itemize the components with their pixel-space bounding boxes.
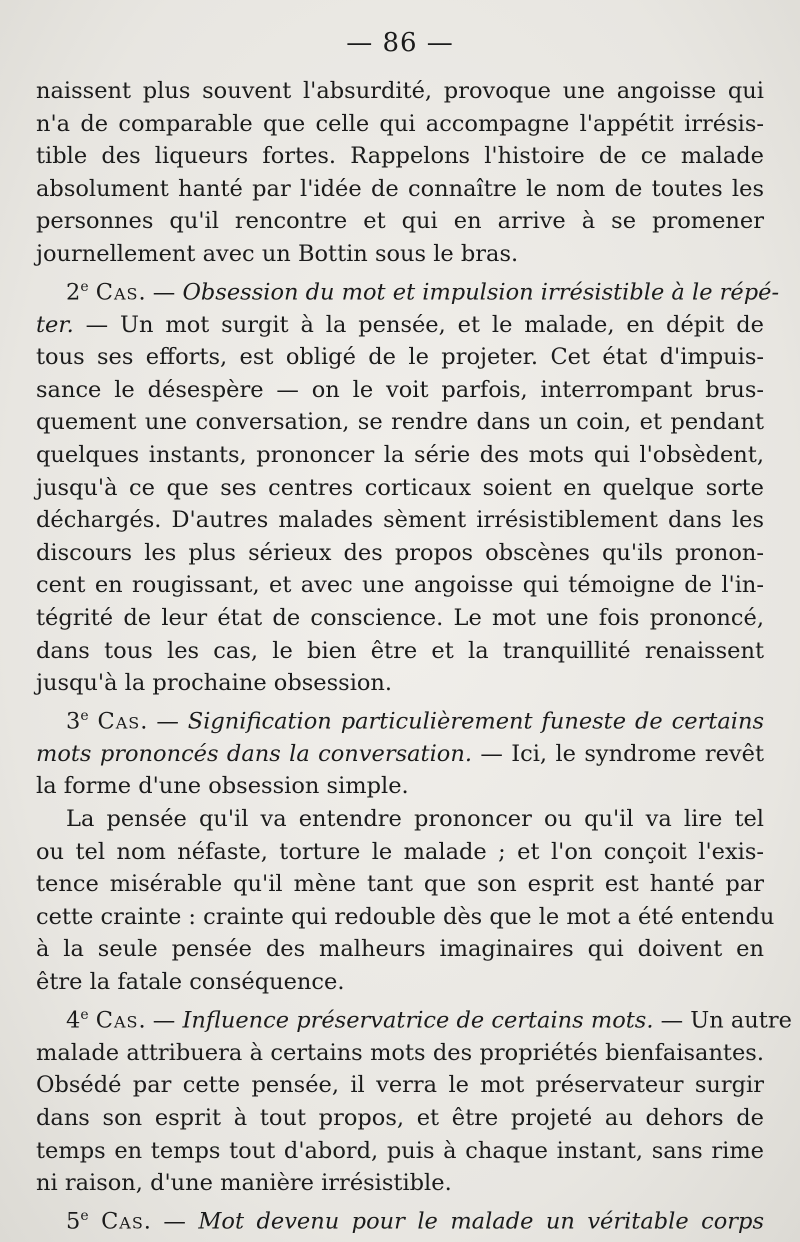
text-run: La pensée qu'il va entendre prononcer ou qu'il va lire tel xyxy=(66,806,764,833)
text-run: e xyxy=(80,707,89,724)
text-run: naissent plus souvent l'absurdité, provoque une angoisse qui xyxy=(36,78,764,104)
text-run: ou tel nom néfaste, torture le malade ; et l'on conçoit l'exis- xyxy=(36,838,764,865)
text-run: être la fatale conséquence. xyxy=(36,969,345,996)
text-run: personnes qu'il rencontre et qui en arrive à se promener xyxy=(36,208,764,235)
text-run: e xyxy=(80,1006,89,1023)
text-run: n'a de comparable que celle qui accompagne l'appétit irrésis- xyxy=(36,110,764,137)
italic-heading: Signification particulièrement funeste de certains xyxy=(187,708,764,735)
paragraph xyxy=(36,1200,764,1238)
text-run: journellement avec un Bottin sous le bras. xyxy=(36,240,519,267)
text-run: déchargés. D'autres malades sèment irrésistiblement dans les xyxy=(36,507,764,534)
text-run: e xyxy=(80,278,89,295)
text-run: . — xyxy=(138,1007,183,1034)
paragraph xyxy=(36,700,764,803)
text-line xyxy=(36,238,764,271)
paragraph xyxy=(36,75,764,271)
text-line xyxy=(36,602,764,635)
case-label: Cas xyxy=(95,1007,139,1034)
text-line xyxy=(36,504,764,537)
text-line xyxy=(36,1135,764,1168)
text-line xyxy=(36,140,764,173)
text-run: quement une conversation, se rendre dans un coin, et pendant xyxy=(36,409,764,436)
text-run: sance le désespère — on le voit parfois, interrompant brus- xyxy=(36,376,764,403)
text-run: 3 xyxy=(66,708,81,735)
text-run: dans son esprit à tout propos, et être projeté au dehors de xyxy=(36,1104,764,1131)
italic-heading: Obsession du mot et impulsion irrésistible à le répé- xyxy=(182,279,780,306)
text-run: malade attribuera à certains mots des propriétés bienfaisantes. xyxy=(36,1039,764,1066)
text-run: absolument hanté par l'idée de connaître le nom de toutes les xyxy=(36,175,764,202)
text-line xyxy=(36,933,764,966)
text-line xyxy=(36,999,792,1037)
text-run: . — xyxy=(143,1208,199,1235)
text-line xyxy=(36,1037,764,1070)
text-run xyxy=(89,279,96,305)
text-line xyxy=(36,836,764,869)
case-label: Cas xyxy=(101,1208,144,1235)
text-line xyxy=(36,75,764,108)
text-line xyxy=(36,803,764,836)
text-run: Obsédé par cette pensée, il verra le mot préservateur surgir xyxy=(36,1072,764,1099)
text-run: tous ses efforts, est obligé de le projeter. Cet état d'impuis- xyxy=(36,344,764,371)
text-line xyxy=(36,1200,764,1238)
text-run: jusqu'à ce que ses centres corticaux soient en quelque sorte xyxy=(36,474,764,501)
text-run: — Un autre xyxy=(653,1007,792,1034)
italic-heading: ter. xyxy=(36,311,74,338)
text-line xyxy=(36,173,764,206)
text-run xyxy=(89,1007,96,1033)
text-line xyxy=(36,1069,764,1102)
text-line xyxy=(36,439,764,472)
text-run: discours les plus sérieux des propos obscènes qu'ils pronon- xyxy=(36,539,764,566)
italic-heading: mots prononcés dans la conversation. xyxy=(36,740,472,767)
text-run: e xyxy=(80,1207,89,1224)
text-line xyxy=(36,205,764,238)
paragraph xyxy=(36,271,780,700)
text-line xyxy=(36,1102,764,1135)
text-run: la forme d'une obsession simple. xyxy=(36,773,409,800)
text-line xyxy=(36,472,764,505)
text-line xyxy=(36,1167,764,1200)
text-line xyxy=(36,271,780,309)
text-run: 5 xyxy=(66,1208,81,1235)
text-run: jusqu'à la prochaine obsession. xyxy=(36,670,393,697)
text-line xyxy=(36,635,764,668)
text-run: . — xyxy=(138,279,183,306)
text-run: tible des liqueurs fortes. Rappelons l'histoire de ce malade xyxy=(36,143,764,170)
italic-heading: Mot devenu pour le malade un véritable corps xyxy=(198,1208,764,1235)
italic-heading: Influence préservatrice de certains mots. xyxy=(182,1007,654,1034)
text-line xyxy=(36,537,764,570)
text-run: quelques instants, prononcer la série des mots qui l'obsèdent, xyxy=(36,442,764,469)
text-run xyxy=(89,1208,101,1234)
paragraph xyxy=(36,999,792,1200)
text-run: tégrité de leur état de conscience. Le mot une fois prononcé, xyxy=(36,605,764,631)
text-line xyxy=(36,966,764,999)
case-label: Cas xyxy=(95,279,139,306)
text-run: 2 xyxy=(66,279,81,306)
text-run xyxy=(89,708,98,734)
text-run: . — xyxy=(140,708,188,735)
text-line xyxy=(36,406,764,439)
text-run: tence misérable qu'il mène tant que son esprit est hanté par xyxy=(36,871,764,898)
text-line xyxy=(36,309,764,342)
case-label: Cas xyxy=(97,708,141,735)
text-line xyxy=(36,108,764,141)
text-line xyxy=(36,341,764,374)
text-line xyxy=(36,700,764,738)
text-line xyxy=(36,868,764,901)
text-run: — Un mot surgit à la pensée, et le malade, en dépit de xyxy=(73,311,764,338)
text-run: ni raison, d'une manière irrésistible. xyxy=(36,1170,452,1197)
text-run: dans tous les cas, le bien être et la tranquillité renaissent xyxy=(36,637,764,664)
paragraph xyxy=(36,803,775,999)
text-run: cette crainte : crainte qui redouble dès que le mot a été entendu xyxy=(36,903,775,930)
text-line xyxy=(36,901,775,934)
text-run: à la seule pensée des malheurs imaginaires qui doivent en xyxy=(36,936,764,963)
text-line xyxy=(36,374,764,407)
text-run: — Ici, le syndrome revêt xyxy=(471,740,764,767)
page-number: — 86 — xyxy=(346,28,454,58)
text-line xyxy=(36,667,764,700)
text-run: cent en rougissant, et avec une angoisse qui témoigne de l'in- xyxy=(36,572,764,599)
text-run: temps en temps tout d'abord, puis à chaque instant, sans rime xyxy=(36,1137,764,1164)
text-run: 4 xyxy=(66,1007,81,1034)
text-line xyxy=(36,569,764,602)
text-line xyxy=(36,770,764,803)
text-line xyxy=(36,738,764,771)
body-text xyxy=(36,75,792,1238)
